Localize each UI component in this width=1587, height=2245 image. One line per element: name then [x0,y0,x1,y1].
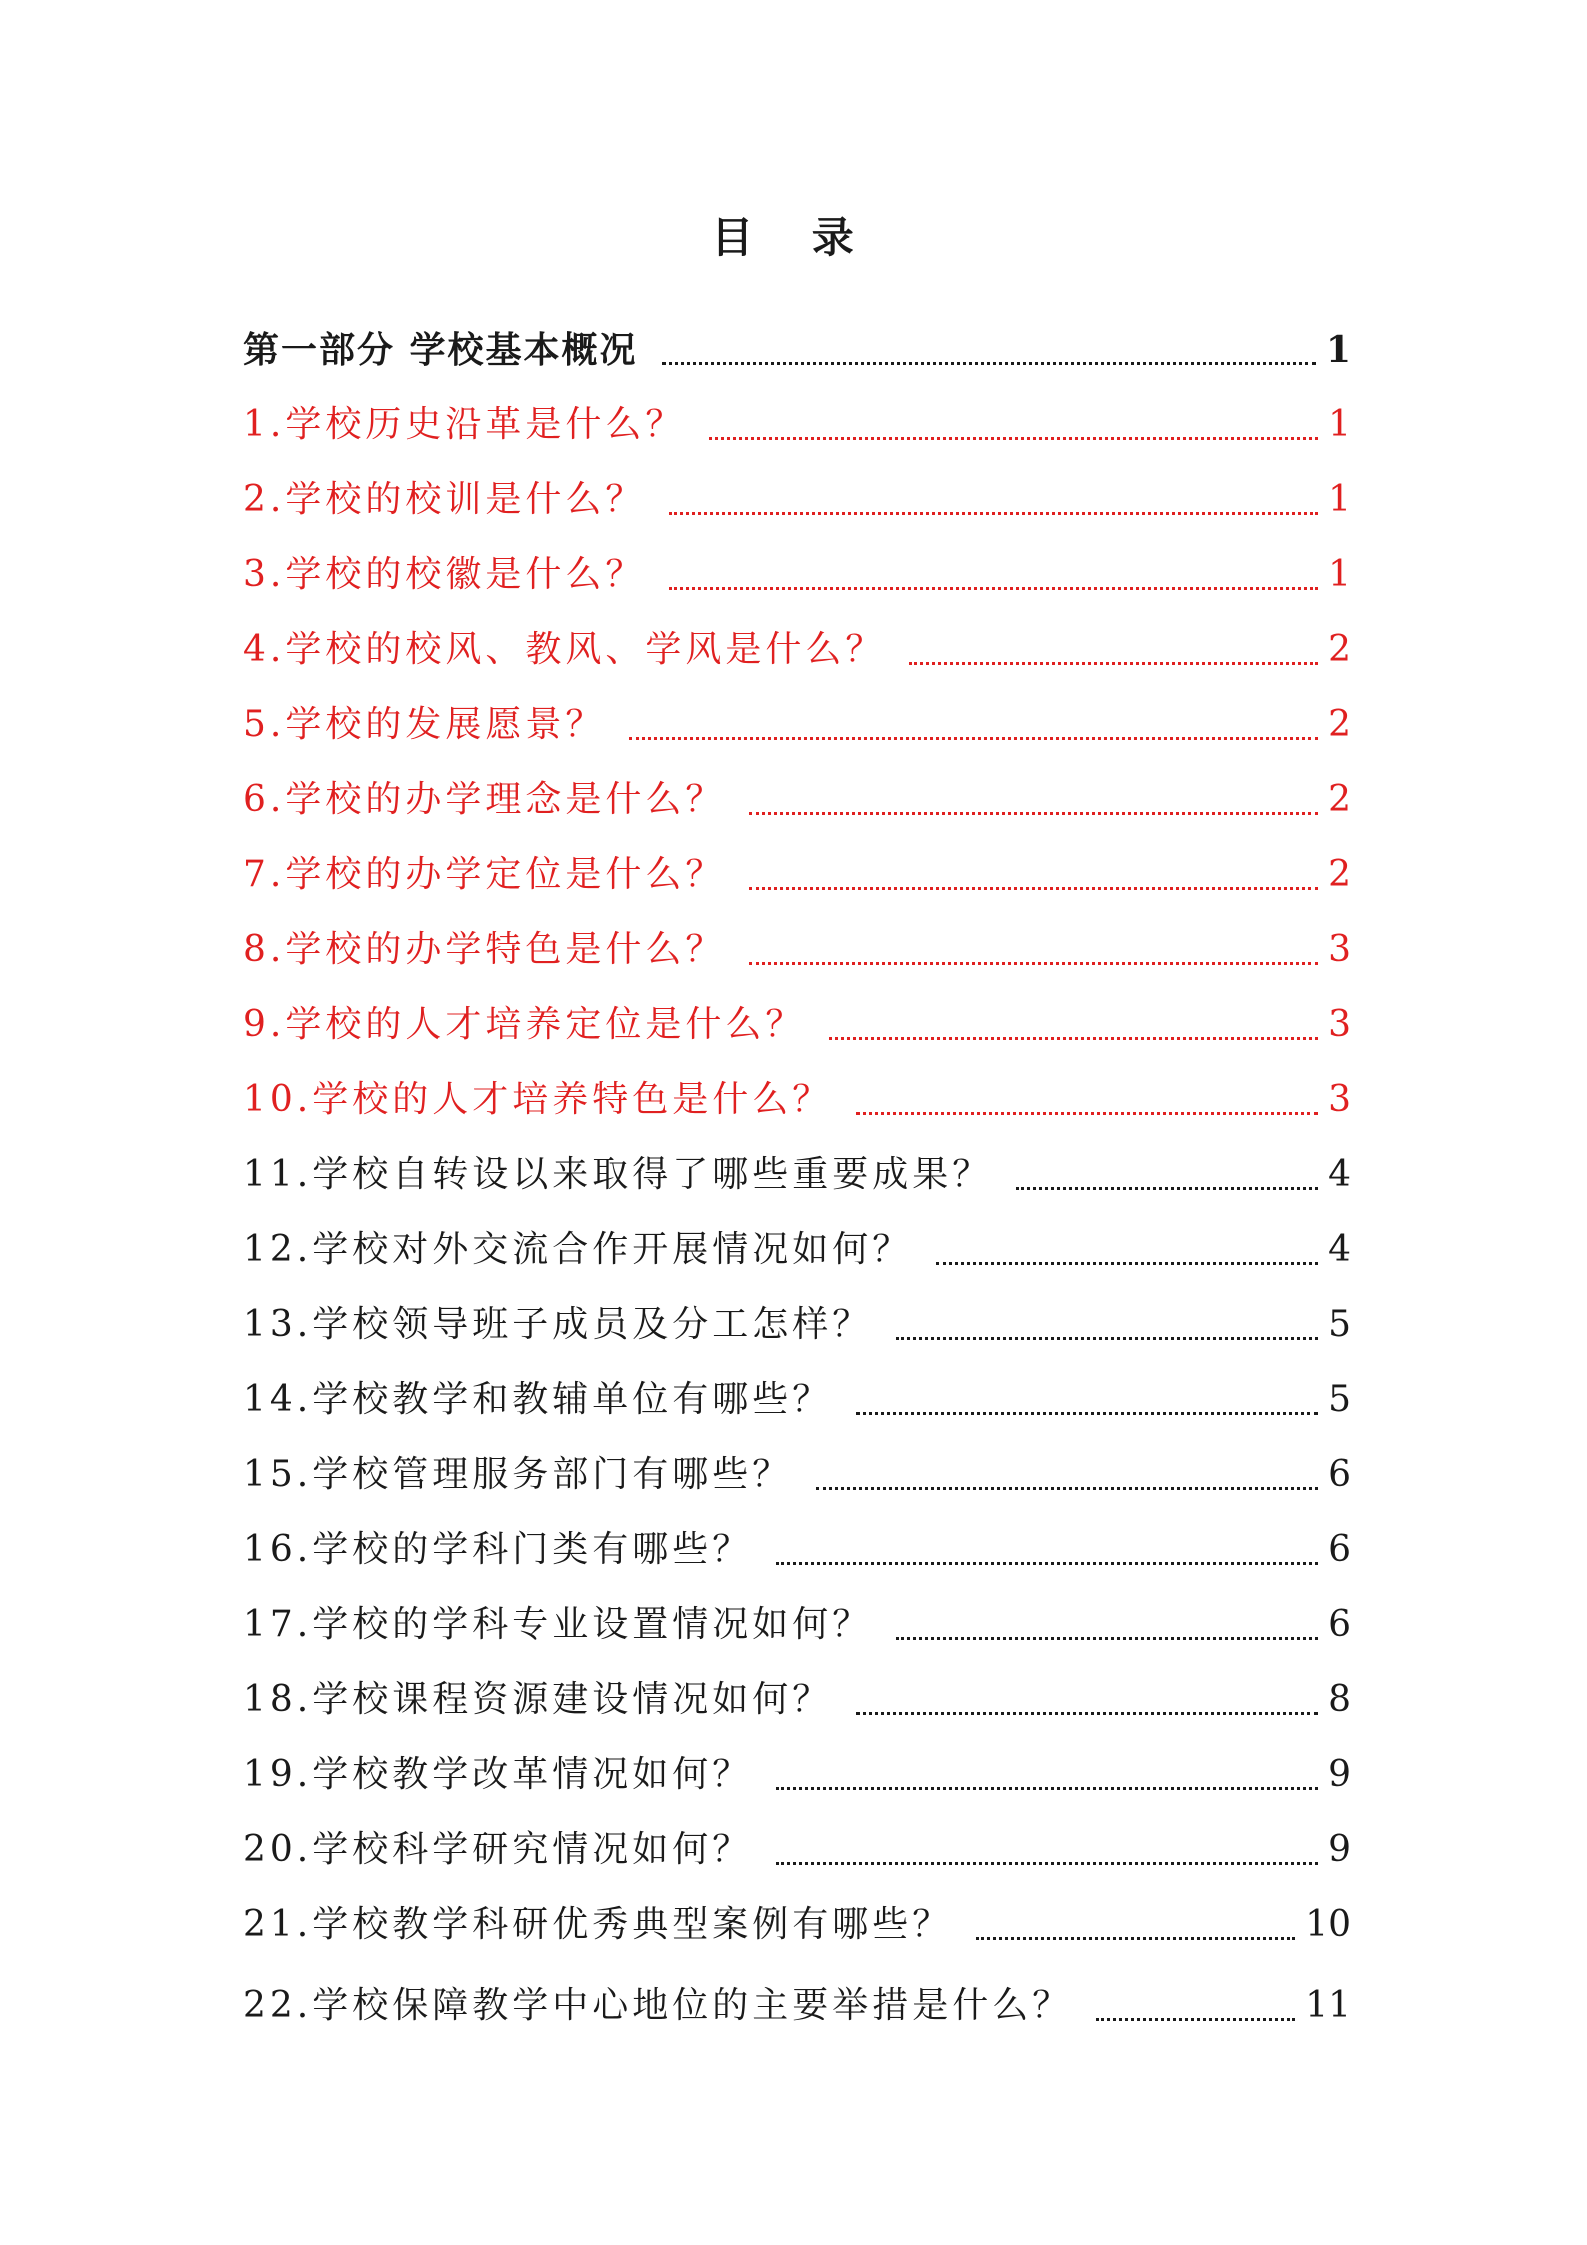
toc-entry-text: 1.学校历史沿革是什么？ [243,404,686,445]
toc-entry[interactable] [243,600,1351,675]
toc-entry-text: 18.学校课程资源建设情况如何？ [243,1679,833,1720]
toc-part-page: 1 [1325,329,1351,371]
toc-entry-page: 5 [1328,1379,1351,1420]
toc-entry[interactable] [243,1800,1351,1875]
toc-leader-dots [829,1037,1318,1040]
toc-entry-page: 1 [1328,404,1351,445]
toc-leader-dots [709,437,1318,440]
toc-entry-page: 9 [1328,1829,1351,1870]
toc-entry-page: 6 [1328,1454,1351,1495]
toc-title: 目 录 [711,213,876,262]
toc-leader-dots [896,1337,1318,1340]
toc-entry-text: 19.学校教学改革情况如何？ [243,1754,753,1795]
toc-leader-dots [776,1562,1318,1565]
toc-entry-page: 2 [1328,779,1351,820]
toc-entry-text: 6.学校的办学理念是什么？ [243,779,726,820]
toc-entry[interactable] [243,525,1351,600]
toc-entry-text: 5.学校的发展愿景？ [243,704,606,745]
toc-entry[interactable] [243,1425,1351,1500]
toc-entry-text: 11.学校自转设以来取得了哪些重要成果？ [243,1154,993,1195]
toc-entry[interactable] [243,1500,1351,1575]
toc-leader-dots [816,1487,1318,1490]
toc-leader-dots [909,662,1318,665]
toc-entry-text: 12.学校对外交流合作开展情况如何？ [243,1229,913,1270]
toc-leader-dots [629,737,1318,740]
toc-entry-text: 22.学校保障教学中心地位的主要举措是什么？ [243,1985,1073,2026]
toc-entry-text: 7.学校的办学定位是什么？ [243,854,726,895]
toc-entry[interactable] [243,975,1351,1050]
toc-leader-dots [749,887,1318,890]
toc-entry-text: 3.学校的校徽是什么？ [243,554,646,595]
toc-leader-dots [936,1262,1318,1265]
toc-leader-dots [662,362,1316,365]
toc-entry[interactable] [243,1875,1351,1950]
toc-entry-page: 2 [1328,629,1351,670]
toc-entry[interactable] [243,1950,1351,2031]
toc-leader-dots [1096,2018,1295,2021]
toc-entry-page: 2 [1328,704,1351,745]
toc-entry[interactable] [243,1275,1351,1350]
toc-entry[interactable] [243,1200,1351,1275]
toc-entry-text: 8.学校的办学特色是什么？ [243,929,726,970]
toc-entry-text: 21.学校教学科研优秀典型案例有哪些？ [243,1904,953,1945]
toc-leader-dots [776,1787,1318,1790]
toc-entry[interactable] [243,1350,1351,1425]
toc-entry-text: 9.学校的人才培养定位是什么？ [243,1004,806,1045]
toc-entry-text: 15.学校管理服务部门有哪些？ [243,1454,793,1495]
toc-leader-dots [1016,1187,1318,1190]
toc-entry-page: 6 [1328,1604,1351,1645]
toc-entry[interactable] [243,825,1351,900]
toc-entry[interactable] [243,1125,1351,1200]
toc-entry-text: 17.学校的学科专业设置情况如何？ [243,1604,873,1645]
toc-entry[interactable] [243,1650,1351,1725]
toc-entry-page: 8 [1328,1679,1351,1720]
toc-entry-text: 20.学校科学研究情况如何？ [243,1829,753,1870]
toc-entry[interactable] [243,675,1351,750]
toc-list [243,285,1351,2031]
toc-entry[interactable] [243,450,1351,525]
toc-leader-dots [976,1937,1295,1940]
toc-entry-text: 2.学校的校训是什么？ [243,479,646,520]
toc-leader-dots [856,1712,1318,1715]
toc-entry[interactable] [243,1725,1351,1800]
toc-entry-page: 3 [1328,1004,1351,1045]
toc-leader-dots [856,1112,1318,1115]
toc-entry-page: 1 [1328,479,1351,520]
toc-part-heading[interactable] [243,285,1351,375]
toc-leader-dots [749,812,1318,815]
toc-entry[interactable] [243,1050,1351,1125]
toc-entry-page: 3 [1328,1079,1351,1120]
toc-leader-dots [856,1412,1318,1415]
toc-entry-text: 13.学校领导班子成员及分工怎样？ [243,1304,873,1345]
toc-leader-dots [669,587,1318,590]
toc-entry-page: 5 [1328,1304,1351,1345]
toc-entry-text: 16.学校的学科门类有哪些？ [243,1529,753,1570]
toc-entry-text: 10.学校的人才培养特色是什么？ [243,1079,833,1120]
toc-leader-dots [669,512,1318,515]
toc-leader-dots [749,962,1318,965]
toc-entry-page: 4 [1328,1229,1351,1270]
toc-entry[interactable] [243,900,1351,975]
toc-entry[interactable] [243,1575,1351,1650]
toc-entry-page: 1 [1328,554,1351,595]
toc-leader-dots [776,1862,1318,1865]
toc-entry-page: 2 [1328,854,1351,895]
toc-entry-page: 4 [1328,1154,1351,1195]
toc-entry-page: 3 [1328,929,1351,970]
toc-entry-text: 14.学校教学和教辅单位有哪些？ [243,1379,833,1420]
toc-entry-page: 6 [1328,1529,1351,1570]
toc-entry-page: 10 [1305,1904,1351,1945]
toc-leader-dots [896,1637,1318,1640]
toc-part-text: 第一部分 学校基本概况 [243,329,638,371]
toc-entry-page: 11 [1305,1985,1351,2026]
toc-entry[interactable] [243,375,1351,450]
toc-entry-text: 4.学校的校风、教风、学风是什么？ [243,629,886,670]
toc-entry[interactable] [243,750,1351,825]
toc-entry-page: 9 [1328,1754,1351,1795]
